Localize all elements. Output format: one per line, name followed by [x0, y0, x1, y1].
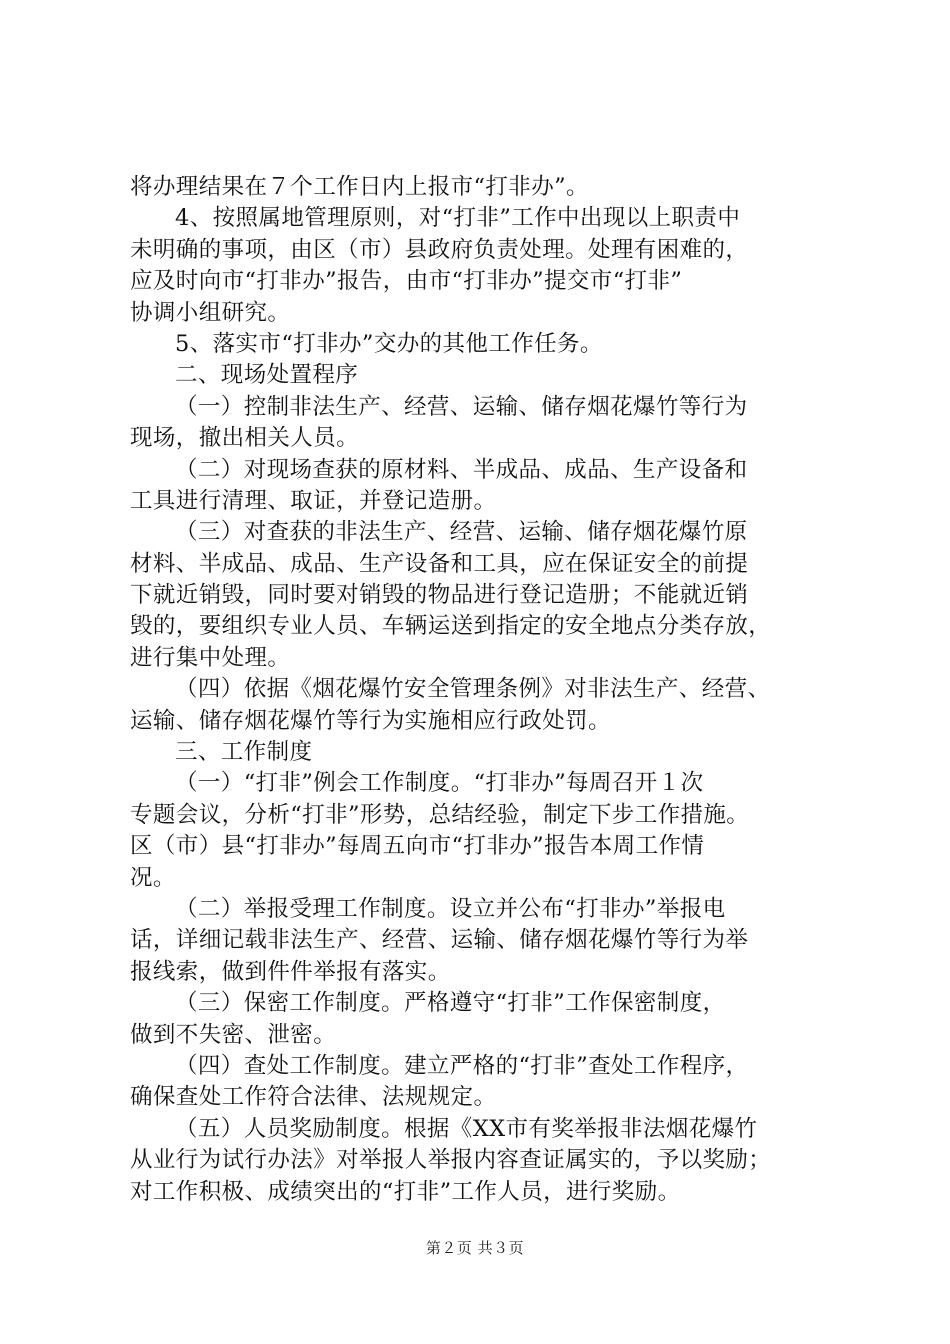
- text-line: 现场，撤出相关人员。: [130, 425, 360, 452]
- text-line: 确保查处工作符合法律、法规规定。: [130, 1084, 497, 1111]
- text-line: 材料、半成品、成品、生产设备和工具，应在保证安全的前提: [130, 550, 749, 577]
- text-line: 将办理结果在７个工作日内上报市“打非办”。: [130, 174, 589, 200]
- text-line: 报线索，做到件件举报有落实。: [130, 958, 451, 985]
- text-line: （三）对查获的非法生产、经营、运输、储存烟花爆竹原: [175, 519, 748, 546]
- text-line: 未明确的事项，由区（市）县政府负责处理。处理有困难的，: [130, 236, 749, 263]
- text-line: 协调小组研究。: [130, 299, 291, 326]
- text-line: （四）查处工作制度。建立严格的“打非”查处工作程序，: [175, 1052, 749, 1079]
- text-line: 从业行为试行办法》对举报人举报内容查证属实的，予以奖励；: [130, 1147, 772, 1174]
- text-line: 下就近销毁，同时要对销毁的物品进行登记造册；不能就近销: [130, 582, 749, 609]
- text-line: 二、现场处置程序: [175, 362, 359, 389]
- text-line: 4、按照属地管理原则，对“打非”工作中出现以上职责中: [175, 205, 741, 232]
- page-footer: 第２页 共３页: [425, 1239, 525, 1257]
- text-line: 话，详细记载非法生产、经营、运输、储存烟花爆竹等行为举: [130, 927, 749, 954]
- text-line: （三）保密工作制度。严格遵守“打非”工作保密制度，: [175, 990, 726, 1017]
- text-line: （二）举报受理工作制度。设立并公布“打非办”举报电: [175, 895, 726, 922]
- text-line: 毁的，要组织专业人员、车辆运送到指定的安全地点分类存放，: [130, 613, 772, 640]
- text-line: （五）人员奖励制度。根据《XX市有奖举报非法烟花爆竹: [175, 1115, 758, 1142]
- text-line: 5、落实市“打非办”交办的其他工作任务。: [175, 330, 603, 357]
- text-line: 区（市）县“打非办”每周五向市“打非办”报告本周工作情: [130, 833, 705, 860]
- text-line: 应及时向市“打非办”报告，由市“打非办”提交市“打非”: [130, 268, 683, 295]
- text-line: 做到不失密、泄密。: [130, 1021, 337, 1048]
- text-line: 况。: [130, 864, 176, 891]
- text-line: （一）控制非法生产、经营、运输、储存烟花爆竹等行为: [175, 393, 748, 420]
- text-line: 专题会议，分析“打非”形势，总结经验，制定下步工作措施。: [130, 801, 750, 828]
- text-line: （二）对现场查获的原材料、半成品、成品、生产设备和: [175, 456, 748, 483]
- text-line: 运输、储存烟花爆竹等行为实施相应行政处罚。: [130, 707, 611, 734]
- text-line: 工具进行清理、取证，并登记造册。: [130, 487, 497, 514]
- text-line: 进行集中处理。: [130, 644, 291, 671]
- document-body: [130, 172, 850, 1208]
- text-line: （四）依据《烟花爆竹安全管理条例》对非法生产、经营、: [175, 676, 771, 703]
- text-line: （一）“打非”例会工作制度。“打非办”每周召开１次: [175, 770, 704, 797]
- text-line: 对工作积极、成绩突出的“打非”工作人员，进行奖励。: [130, 1178, 681, 1205]
- text-line: 三、工作制度: [175, 739, 313, 766]
